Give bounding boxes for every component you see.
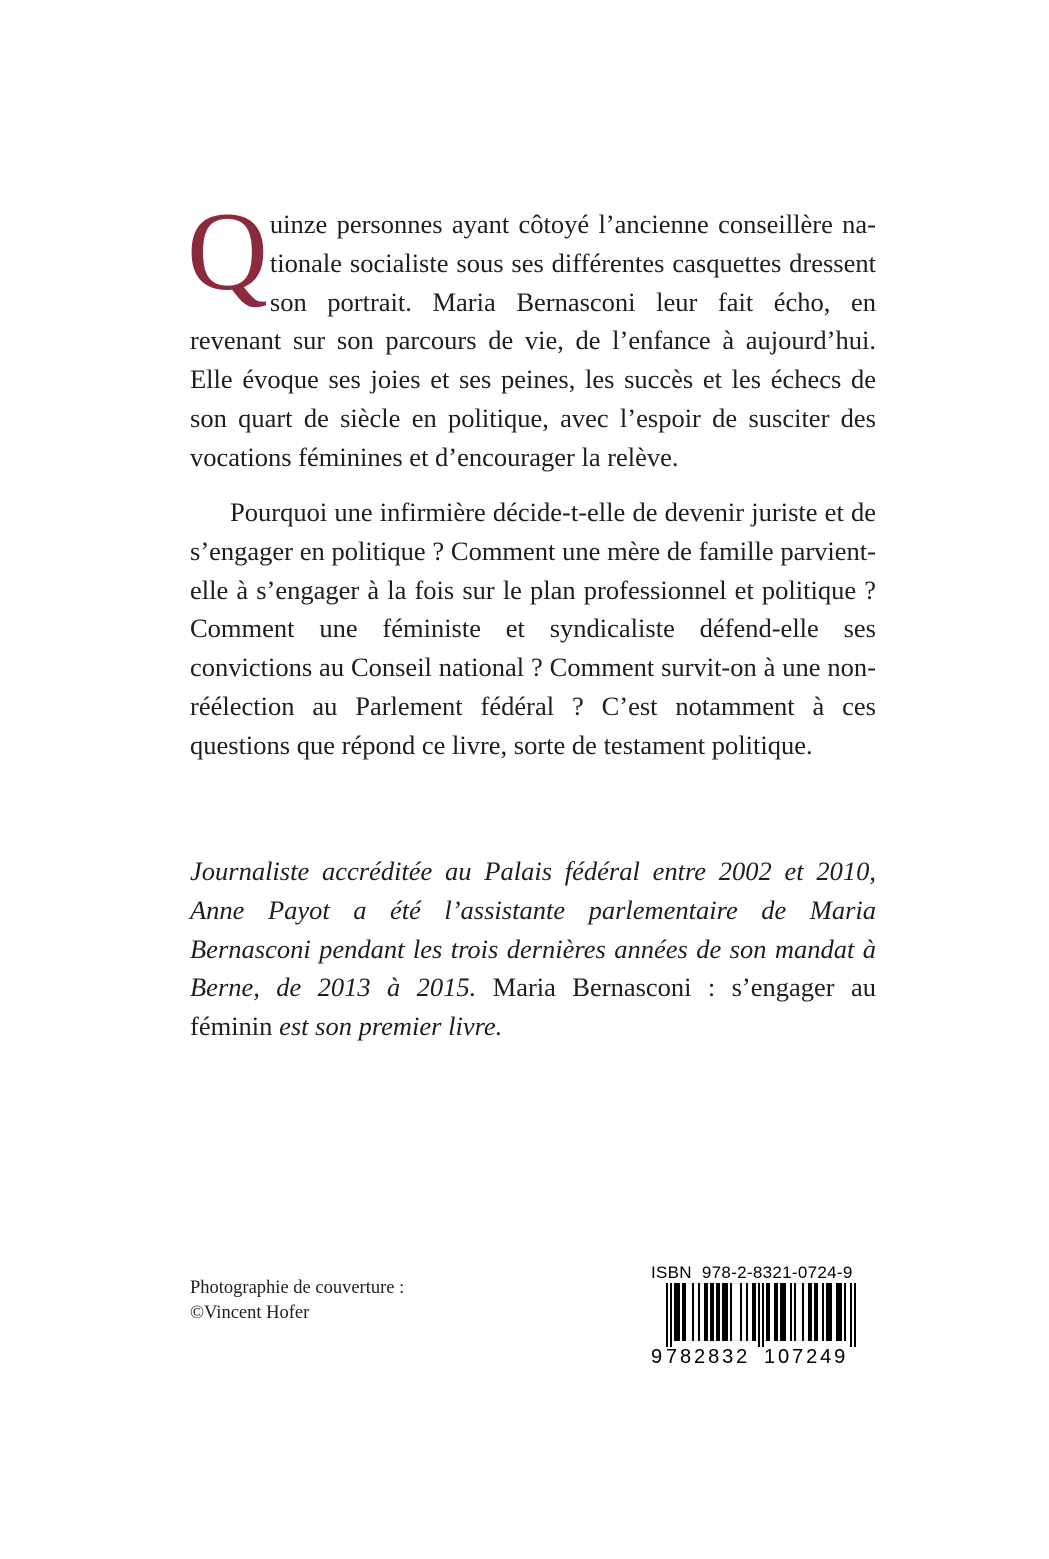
barcode-bar	[704, 1283, 706, 1341]
barcode-bar	[730, 1283, 732, 1341]
barcode-bar	[794, 1283, 796, 1341]
drop-cap: Q	[187, 190, 268, 314]
barcode-bar	[814, 1283, 816, 1341]
barcode-guard-bar	[850, 1283, 852, 1347]
barcode-bar	[724, 1283, 726, 1341]
barcode-bar	[752, 1283, 754, 1341]
barcode-bar	[706, 1283, 708, 1341]
barcode-bar	[746, 1283, 748, 1341]
barcode-bar	[698, 1283, 700, 1341]
barcode-bar	[802, 1283, 804, 1341]
barcode-digits	[651, 1345, 863, 1369]
barcode-guard-bar	[762, 1283, 764, 1347]
barcode-bar	[682, 1283, 684, 1341]
barcode-bar	[784, 1283, 786, 1341]
isbn-barcode	[651, 1263, 863, 1369]
barcode-bar	[712, 1283, 714, 1341]
barcode-digits-left: 782832	[666, 1346, 751, 1368]
photo-credit-label: Photographie de couverture :	[190, 1278, 405, 1298]
barcode-bar	[844, 1283, 846, 1341]
barcode-bar	[810, 1283, 812, 1341]
photo-credit-name: ©Vincent Hofer	[190, 1303, 310, 1323]
barcode-bar	[684, 1283, 686, 1341]
bio-text-part-2: est son premier livre.	[272, 1011, 503, 1042]
barcode-bar	[782, 1283, 784, 1341]
bio-book-title: Maria Bernasconi : s’engager au féminin	[190, 972, 877, 1042]
barcode-bar	[840, 1283, 842, 1341]
barcode-bars-icon	[651, 1283, 863, 1347]
barcode-digit-first: 9	[651, 1346, 663, 1368]
blurb-paragraph-1	[187, 190, 876, 477]
photo-credits	[190, 1276, 404, 1326]
barcode-bar	[774, 1283, 776, 1341]
barcode-bar	[678, 1283, 680, 1341]
barcode-bar	[710, 1283, 712, 1341]
barcode-bar	[754, 1283, 756, 1341]
barcode-bar	[816, 1283, 818, 1341]
barcode-bar	[780, 1283, 782, 1341]
barcode-bar	[718, 1283, 720, 1341]
barcode-bar	[740, 1283, 742, 1341]
blurb-paragraph-2-text: Pourquoi une infirmière décide-t-elle de devenir juriste et de s’engager en politique ? Comment une mère de famille parvient-elle à s’engager à la fois sur le plan professionnel et politique ? Comment une féministe et syndicaliste défend-elle ses convictions au Conseil national ? Comment survit-on à une non-réélection au Parlement fédéral ? C’est notamment à ces questions que répond ce livre, sorte de testament politique.	[190, 497, 876, 760]
barcode-bar	[808, 1283, 810, 1341]
blurb-paragraph-1-text: uinze personnes ayant côtoyé l’ancienne conseillère nationale socialiste sous ses différentes casquettes dressent son portrait. Maria Bernasconi leur fait écho, en revenant sur son parcours de vie, de l’enfance à aujourd’hui. Elle évoque ses joies et ses peines, les succès et les échecs de son quart de siècle en politique, avec l’espoir de susciter des vocations féminines et d’encourager la relève.	[190, 209, 876, 472]
barcode-bar	[726, 1283, 728, 1341]
barcode-guard-bar	[758, 1283, 760, 1347]
barcode-guard-bar	[670, 1283, 672, 1347]
barcode-bar	[692, 1283, 694, 1341]
barcode-bar	[716, 1283, 718, 1341]
barcode-bar	[830, 1283, 832, 1341]
bio-text-part-1: Journaliste accréditée au Palais fédéral entre 2002 et 2010, Anne Payot a été l’assistante parlementaire de Maria Bernasconi pendant les trois dernières années de son mandat à Berne, de 2013 à 2015.	[190, 856, 876, 1003]
barcode-bar	[674, 1283, 676, 1341]
barcode-bar	[768, 1283, 770, 1341]
barcode-bar	[766, 1283, 768, 1341]
isbn-label: ISBN 978-2-8321-0724-9	[651, 1263, 853, 1282]
barcode-bar	[838, 1283, 840, 1341]
barcode-bar	[776, 1283, 778, 1341]
barcode-guard-bar	[666, 1283, 668, 1347]
barcode-digits-right: 107249	[764, 1346, 849, 1368]
barcode-bar	[676, 1283, 678, 1341]
barcode-guard-bar	[854, 1283, 856, 1347]
author-bio	[190, 852, 876, 1046]
barcode-bar	[828, 1283, 830, 1341]
blurb-paragraph-2	[190, 493, 876, 765]
barcode-bar	[722, 1283, 724, 1341]
barcode-bar	[822, 1283, 824, 1341]
barcode-bar	[790, 1283, 792, 1341]
barcode-bar	[836, 1283, 838, 1341]
barcode-bar	[826, 1283, 828, 1341]
